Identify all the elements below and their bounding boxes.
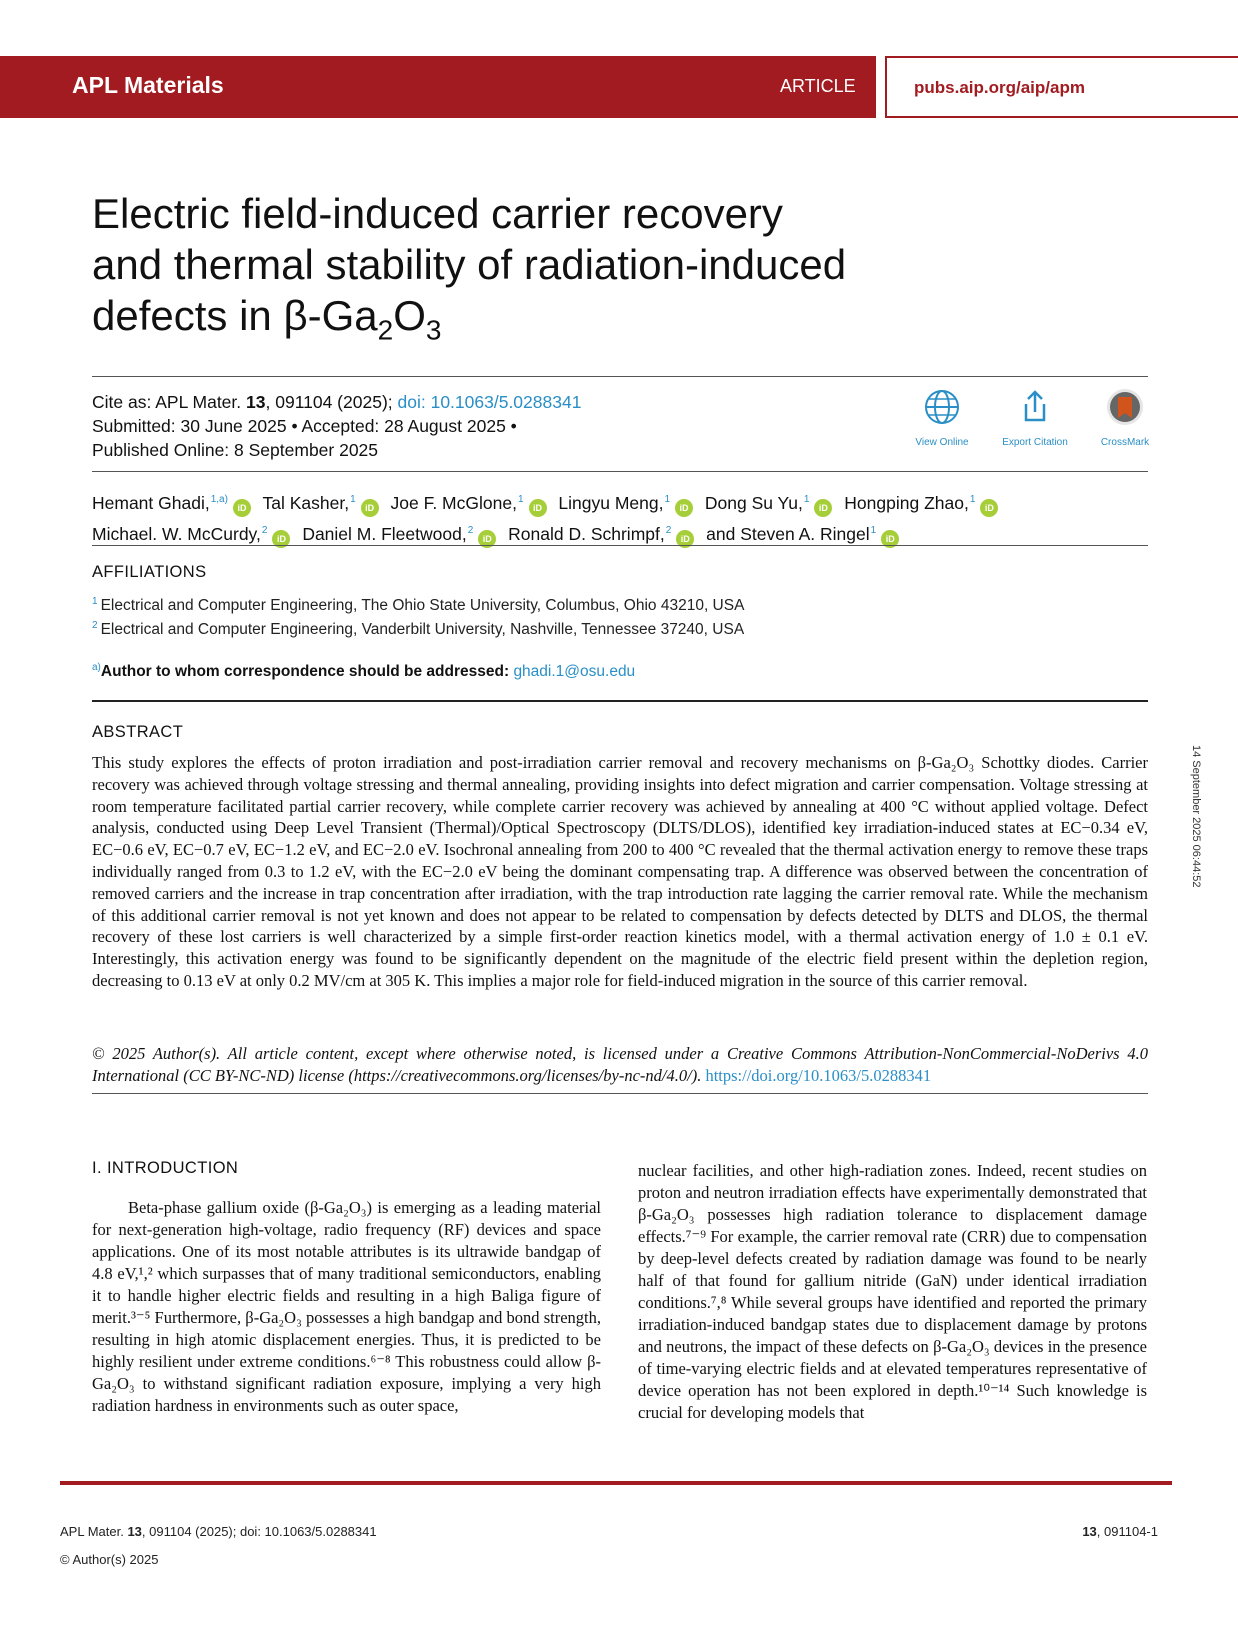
correspondence-note: $^{a)}$Author to whom correspondence should be addressed: ghadi.1@osu.edu — [92, 662, 636, 681]
divider — [92, 471, 1148, 472]
author-name[interactable]: Tal Kasher,$^1$iD — [262, 493, 378, 513]
divider — [92, 376, 1148, 377]
orcid-icon[interactable]: iD — [233, 499, 251, 517]
orcid-icon[interactable]: iD — [361, 499, 379, 517]
divider — [92, 545, 1148, 546]
orcid-icon[interactable]: iD — [272, 530, 290, 548]
page-number: 13, 091104-1 — [1082, 1524, 1158, 1539]
crossmark-icon — [1106, 388, 1144, 426]
abstract-text: This study explores the effects of proton irradiation and post-irradiation carrier removal and recovery mechanisms on β-Ga₂O₃ Schottky diodes. Carrier recovery was achieved through voltage stressing and thermal annealing, providing insights into defect migration and carrier compensation. Voltage stressing at room temperature facilitated partial carrier recovery, while complete carrier recovery was achieved by annealing at 400 °C without applied voltage. Defect analysis, conducted using Deep Level Transient (Thermal)/Optical Spectroscopy (DLTS/DLOS), identified key irradiation-induced states at EC−0.34 eV, EC−0.6 eV, EC−0.7 eV, EC−1.2 eV, and EC−2.0 eV. Isochronal annealing from 200 to 400 °C revealed that the thermal activation energy to remove these traps individually ranged from 0.3 to 1.2 eV, with the EC−2.0 eV being the dominant compensating trap. A difference was observed between the concentration of removed carriers and the increase in trap concentration after irradiation, with the trap introduction rate lagging the carrier removal rate. While the mechanism of this additional carrier removal is not yet known and does not appear to be related to compensation by defects detected by DLTS and DLOS, the thermal recovery of these lost carriers is well characterized by a simple first-order reaction kinetics model, with a thermal activation energy of 1.0 ± 0.1 eV. Interestingly, this activation energy was found to be significantly dependent on the magnitude of the electric field present within the depletion region, decreasing to 0.13 eV at only 0.2 MV/cm at 305 K. This implies a major role for field-induced migration in the source of this carrier removal. — [92, 753, 1148, 990]
crossmark-button[interactable] — [1085, 388, 1165, 448]
orcid-icon[interactable]: iD — [881, 530, 899, 548]
orcid-icon[interactable]: iD — [814, 499, 832, 517]
orcid-icon[interactable]: iD — [980, 499, 998, 517]
export-icon — [1016, 388, 1054, 426]
export-citation-button[interactable] — [995, 388, 1075, 448]
author-name[interactable]: Joe F. McGlone,$^1$iD — [391, 493, 547, 513]
citation-block — [92, 390, 581, 462]
article-doi-link[interactable]: https://doi.org/10.1063/5.0288341 — [705, 1066, 932, 1085]
author-name[interactable]: Lingyu Meng,$^1$iD — [558, 493, 693, 513]
journal-name: APL Materials — [72, 72, 224, 98]
article-title — [92, 188, 992, 355]
license-text: © 2025 Author(s). All article content, except where otherwise noted, is licensed under a Creative Commons Attribution-NonCommercial-NoDerivs 4.0 International (CC BY-NC-ND) license (https://creativecommons.org/licenses/by-nc-nd/4.0/). https://doi.org/10.1063/5.0288341 — [92, 1044, 1148, 1085]
orcid-icon[interactable]: iD — [676, 530, 694, 548]
author-name[interactable]: Hongping Zhao,$^1$iD — [844, 493, 998, 513]
affiliation-1: $^1$ Electrical and Computer Engineering, The Ohio State University, Columbus, Ohio 43210, USA — [92, 596, 745, 615]
download-timestamp: 14 September 2025 06:44:52 — [1190, 745, 1202, 888]
divider — [92, 700, 1148, 702]
intro-right-column: nuclear facilities, and other high-radiation zones. Indeed, recent studies on proton and neutron irradiation effects have experimentally demonstrated that β-Ga₂O₃ possesses high radiation tolerance to displacement damage effects.⁷⁻⁹ For example, the carrier removal rate (CRR) due to compensation by deep-level defects created by radiation damage was found to be nearly half of that found for gallium nitride (GaN) under identical irradiation conditions.⁷,⁸ While several groups have identified and reported the primary irradiation-induced bandgap states due to displacement damage by protons and neutrons, the impact of these defects on β-Ga₂O₃ devices in the presence of time-varying electric fields and at elevated temperatures representative of device operation has not been explored in depth.¹⁰⁻¹⁴ Such knowledge is crucial for developing models that — [638, 1161, 1147, 1422]
export-citation-label: Export Citation — [1002, 437, 1068, 448]
author-name[interactable]: Dong Su Yu,$^1$iD — [705, 493, 833, 513]
author-name[interactable]: Ronald D. Schrimpf,$^2$iD — [508, 524, 694, 544]
correspondence-email[interactable]: ghadi.1@osu.edu — [513, 663, 636, 681]
abstract-heading: ABSTRACT — [92, 723, 184, 741]
affiliations-heading: AFFILIATIONS — [92, 563, 207, 581]
orcid-icon[interactable]: iD — [675, 499, 693, 517]
footer-rule — [60, 1481, 1172, 1485]
title-line-2: and thermal stability of radiation-induced — [92, 241, 847, 288]
introduction-heading: I. INTRODUCTION — [92, 1159, 239, 1177]
title-line-1: Electric field-induced carrier recovery — [92, 190, 783, 237]
journal-url-link[interactable]: pubs.aip.org/aip/apm — [914, 78, 1085, 97]
cite-as-line: Cite as: APL Mater. 13, 091104 (2025); doi: 10.1063/5.0288341 — [92, 392, 582, 412]
footer-citation: APL Mater. 13, 091104 (2025); doi: 10.1063/5.0288341 — [60, 1524, 377, 1539]
footer-copyright: © Author(s) 2025 — [60, 1552, 159, 1567]
view-online-button[interactable] — [902, 388, 982, 448]
view-online-label: View Online — [915, 437, 969, 448]
divider — [92, 1093, 1148, 1094]
orcid-icon[interactable]: iD — [478, 530, 496, 548]
author-name[interactable]: Daniel M. Fleetwood,$^2$iD — [302, 524, 496, 544]
author-name[interactable]: and Steven A. Ringel$^1$iD — [706, 524, 899, 544]
submitted-line: Submitted: 30 June 2025 • Accepted: 28 August 2025 • — [92, 416, 517, 436]
author-list — [92, 486, 1152, 548]
title-line-3: defects in $\beta-Ga_2O_3$ — [92, 292, 442, 346]
author-name[interactable]: Hemant Ghadi,$^{1,a)}$iD — [92, 493, 251, 513]
affiliation-2: $^2$ Electrical and Computer Engineering, Vanderbilt University, Nashville, Tennessee 37240, USA — [92, 620, 745, 639]
crossmark-label: CrossMark — [1100, 437, 1150, 448]
globe-icon — [923, 388, 961, 426]
intro-left-column: Beta-phase gallium oxide (β-Ga₂O₃) is emerging as a leading material for next-generation high-voltage, radio frequency (RF) devices and space applications. One of its most notable attributes is its ultrawide bandgap of 4.8 eV,¹,² which surpasses that of many traditional semiconductors, enabling it to handle higher electric fields and resulting in a high Baliga figure of merit.³⁻⁵ Furthermore, β-Ga₂O₃ possesses a high bandgap and bond strength, resulting in high atomic displacement energies. Thus, it is predicted to be highly resilient under extreme conditions.⁶⁻⁸ This robustness could allow β-Ga₂O₃ to withstand significant radiation exposure, implying a very high radiation hardness in environments such as outer space, — [92, 1198, 601, 1415]
orcid-icon[interactable]: iD — [529, 499, 547, 517]
article-type-label: ARTICLE — [780, 76, 856, 96]
doi-link[interactable]: doi: 10.1063/5.0288341 — [397, 392, 582, 412]
author-name[interactable]: Michael. W. McCurdy,$^2$iD — [92, 524, 290, 544]
published-line: Published Online: 8 September 2025 — [92, 440, 379, 460]
